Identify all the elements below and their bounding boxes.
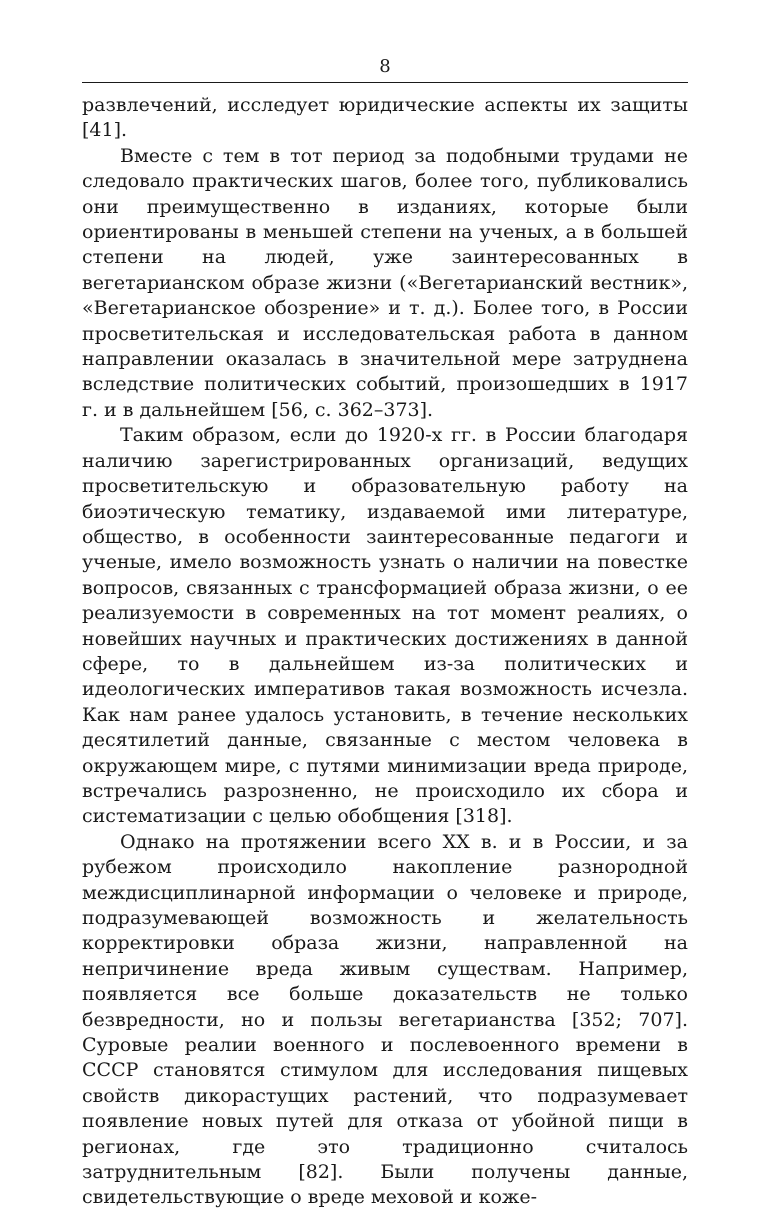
paragraph: Однако на протяжении всего XX в. и в России, и за рубежом происходило накопление разнородной междисциплинарной информации о человеке и природе, подразумевающей возможность и желательность корректировки образа жизни, направленной на непричинение вреда живым существам. Например, появляется все больше доказательств не только безвредности, но и пользы вегетарианства [352; 707]. Суровые реалии военного и послевоенного времени в СССР становятся стимулом для исследования пищевых свойств дикорастущих растений, что подразумевает появление новых путей для отказа от убойной пищи в регионах, где это традиционно считалось затруднительным [82]. Были получены данные, свидетельствующие о вреде меховой и коже- [82,830,688,1209]
header-rule [82,82,688,83]
book-page [82,56,688,1211]
paragraph: Вместе с тем в тот период за подобными трудами не следовало практических шагов, более того, публиковались они преимущественно в изданиях, которые были ориентированы в меньшей степени на ученых, а в большей степени на людей, уже заинтересованных в вегетарианском образе жизни («Вегетарианский вестник», «Вегетарианское обозрение» и т. д.). Более того, в России просветительская и исследовательская работа в данном направлении оказалась в значительной мере затруднена вследствие политических событий, произошедших в 1917 г. и в дальнейшем [56, с. 362–373]. [82,144,688,421]
body-text [82,93,688,1211]
paragraph: Таким образом, если до 1920-х гг. в России благодаря наличию зарегистрированных организаций, ведущих просветительскую и образовательную работу на биоэтическую тематику, издаваемой ими литературе, общество, в особенности заинтересованные педагоги и ученые, имело возможность узнать о наличии на повестке вопросов, связанных с трансформацией образа жизни, о ее реализуемости в современных на тот момент реалиях, о новейших научных и практических достижениях в данной сфере, то в дальнейшем из-за политических и идеологических императивов такая возможность исчезла. Как нам ранее удалось установить, в течение нескольких десятилетий данные, связанные с местом человека в окружающем мире, с путями минимизации вреда природе, встречались разрозненно, не происходило их сбора и систематизации с целью обобщения [318]. [82,424,688,828]
paragraph-continued: развлечений, исследует юридические аспекты их защиты [41]. [82,94,688,142]
page-number: 8 [379,56,391,77]
